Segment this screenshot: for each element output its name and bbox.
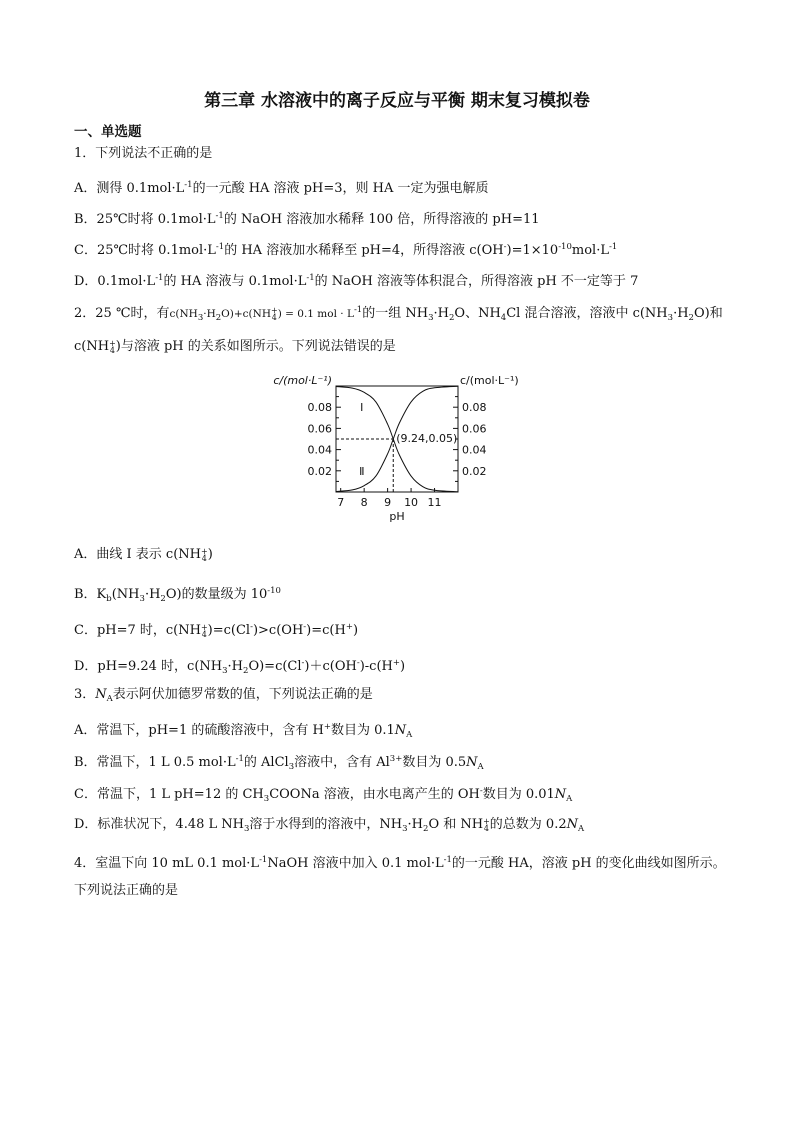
q2-chart bbox=[258, 374, 528, 528]
q4-stem-line2: 下列说法正确的是 bbox=[74, 883, 179, 898]
y-tick-label-right: 0.02 bbox=[462, 464, 487, 478]
x-tick-label: 7 bbox=[337, 496, 345, 509]
q3-option-a: A．常温下，pH=1 的硫酸溶液中，含有 H+数目为 $0.1N_A$ bbox=[74, 722, 413, 740]
q2-option-b: B．$K_b(NH_3\cdot H_2O)$的数量级为 $10^{-10}$ bbox=[74, 586, 281, 604]
q1-option-d: D．$0.1mol\cdot L^{-1}$的 HA 溶液与 $0.1mol\cdot L^{-1}$的 NaOH 溶液等体积混合，所得溶液 pH 不一定等于 7 bbox=[74, 273, 639, 289]
page-title: 第三章 水溶液中的离子反应与平衡 期末复习模拟卷 bbox=[204, 91, 590, 111]
section-heading: 一、单选题 bbox=[74, 124, 142, 140]
x-tick-label: 10 bbox=[404, 496, 419, 509]
x-tick-label: 11 bbox=[427, 496, 442, 509]
series-label-1: Ⅰ bbox=[360, 401, 364, 415]
intersection-label: (9.24,0.05) bbox=[396, 432, 458, 445]
y-tick-label-right: 0.08 bbox=[462, 401, 487, 415]
y-tick-label-left: 0.04 bbox=[307, 443, 332, 457]
q2-option-c: C．pH=7 时，c(NH + 4 )=c(Cl-)>c(OH-)=c(H+) bbox=[74, 622, 359, 639]
q2-stem-line2: c(NH + 4 )与溶液 pH 的关系如图所示。下列说法错误的是 bbox=[74, 338, 396, 355]
q3-stem: 3．$N_A$表示阿伏加德罗常数的值，下列说法正确的是 bbox=[74, 687, 373, 704]
y-axis-title-left: c/(mol·L⁻¹) bbox=[273, 374, 332, 387]
y-tick-label-right: 0.06 bbox=[462, 422, 487, 436]
y-tick-label-left: 0.08 bbox=[307, 401, 332, 415]
q2-option-d: D．pH=9.24 时，$c(NH_3\cdot H_2O)=c(Cl^-)+c(OH^-)-c(H^+)$ bbox=[74, 658, 406, 676]
q1-option-b: B．25℃时将 $0.1mol\cdot L^{-1}$的 NaOH 溶液加水稀释 100 倍，所得溶液的 pH=11 bbox=[74, 211, 540, 227]
y-tick-label-right: 0.04 bbox=[462, 443, 487, 457]
q3-option-d: D．标准状况下，4.48 L $NH_3$溶于水得到的溶液中，$NH_3\cdot H_2O$ 和 NH + 4 的总数为 $0.2N_A$ bbox=[74, 816, 585, 834]
y-axis-title-right: c/(mol·L⁻¹) bbox=[460, 374, 519, 387]
q2-stem-line1: 2．25 ℃时，有$c(NH_3\cdot H_2O)+c(NH$ + 4 ) = 0.1 mol · $L^{-1}$的一组 $NH_3\cdot H_2O$、$NH_4Cl$ 混合溶液，溶液中 $c(NH_3\cdot H_2O)$和 bbox=[74, 305, 723, 323]
q2-option-a: A．曲线 I 表示 c(NH + 4 ) bbox=[74, 546, 213, 563]
q4-stem-line1: 4．室温下向 10 mL 0.1 $mol\cdot L^{-1}NaOH$ 溶液中加入 0.1 $mol\cdot L^{-1}$的一元酸 HA，溶液 pH 的变化曲线如图所示。 bbox=[74, 855, 726, 871]
q1-option-c: C．25℃时将 $0.1mol\cdot L^{-1}$的 HA 溶液加水稀释至 pH=4，所得溶液 $c(OH^-)=1\times 10^{-10}mol\cdot L^{-1}$ bbox=[74, 242, 618, 258]
q1-stem: 1．下列说法不正确的是 bbox=[74, 146, 213, 161]
y-tick-label-left: 0.02 bbox=[307, 464, 332, 478]
q3-option-c: C．常温下，1 L pH=12 的 $CH_3COONa$ 溶液，由水电离产生的 OH-数目为 $0.01N_A$ bbox=[74, 786, 573, 804]
q3-option-b: B．常温下，1 L 0.5 $mol\cdot L^{-1}$的 AlCl$_3$溶液中，含有 $Al^{3+}$数目为 $0.5N_A$ bbox=[74, 754, 484, 772]
series-label-2: Ⅱ bbox=[359, 464, 365, 478]
y-tick-label-left: 0.06 bbox=[307, 422, 332, 436]
q1-option-a: A．测得 $0.1mol\cdot L^{-1}$的一元酸 HA 溶液 pH=3，则 HA 一定为强电解质 bbox=[74, 180, 489, 196]
x-tick-label: 9 bbox=[384, 496, 392, 509]
x-axis-title: pH bbox=[389, 510, 405, 523]
x-tick-label: 8 bbox=[360, 496, 368, 509]
